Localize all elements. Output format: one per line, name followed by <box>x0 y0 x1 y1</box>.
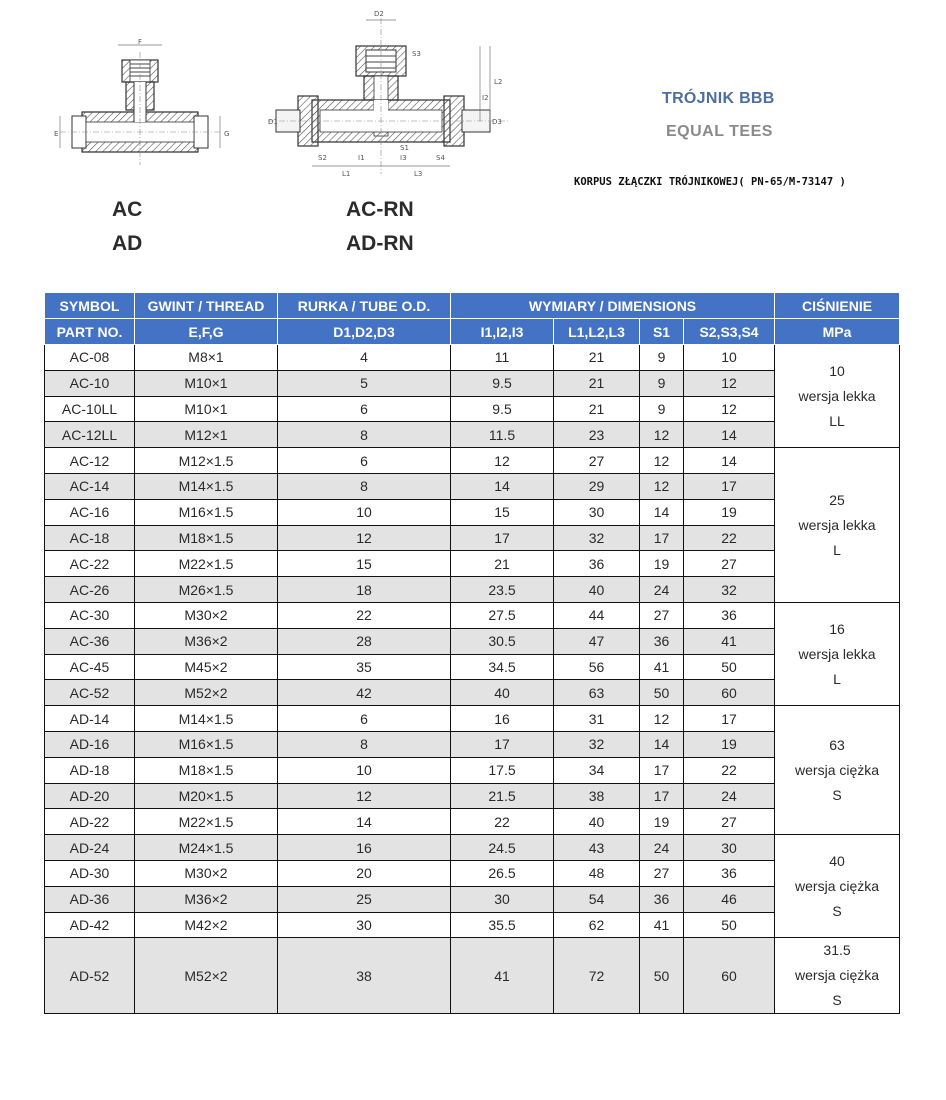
tube-cell: 35 <box>278 654 451 680</box>
acrn-tee-drawing <box>268 4 510 188</box>
spec-table-body <box>45 345 900 1014</box>
tube-cell: 18 <box>278 577 451 603</box>
pressure-cell <box>775 448 900 603</box>
l-cell: 72 <box>554 938 640 1014</box>
thread-cell: M30×2 <box>135 860 278 886</box>
l-cell: 32 <box>554 525 640 551</box>
tube-cell: 25 <box>278 886 451 912</box>
s234-cell: 22 <box>684 757 775 783</box>
s1-cell: 14 <box>640 499 684 525</box>
spec-table <box>44 292 900 1014</box>
pressure-cell <box>775 602 900 705</box>
thread-cell: M20×1.5 <box>135 783 278 809</box>
l-cell: 27 <box>554 448 640 474</box>
header-thread: GWINT / THREAD <box>135 293 278 319</box>
s1-cell: 17 <box>640 783 684 809</box>
i-cell: 22 <box>451 809 554 835</box>
l-cell: 40 <box>554 809 640 835</box>
s1-cell: 41 <box>640 654 684 680</box>
s1-cell: 12 <box>640 706 684 732</box>
subheader-l: L1,L2,L3 <box>554 319 640 345</box>
table-row <box>45 577 900 603</box>
model-label-ac: AC <box>112 198 143 221</box>
dim-i3: I3 <box>400 154 407 162</box>
s1-cell: 50 <box>640 680 684 706</box>
dim-s3: S3 <box>412 50 421 58</box>
tube-cell: 6 <box>278 706 451 732</box>
table-row <box>45 525 900 551</box>
i-cell: 26.5 <box>451 860 554 886</box>
pressure-version: wersja lekka <box>798 516 876 533</box>
i-cell: 30 <box>451 886 554 912</box>
table-row <box>45 757 900 783</box>
subheader-s1: S1 <box>640 319 684 345</box>
dim-d3: D3 <box>492 118 502 126</box>
pressure-code: L <box>833 670 841 687</box>
s1-cell: 24 <box>640 577 684 603</box>
table-row <box>45 370 900 396</box>
dim-l1: L1 <box>342 170 351 178</box>
s1-cell: 17 <box>640 757 684 783</box>
thread-cell: M22×1.5 <box>135 551 278 577</box>
tube-cell: 4 <box>278 345 451 371</box>
dim-i1: I1 <box>358 154 365 162</box>
pressure-value: 10 <box>829 362 845 379</box>
pressure-value: 25 <box>829 491 845 508</box>
subheader-thread: E,F,G <box>135 319 278 345</box>
s234-cell: 50 <box>684 912 775 938</box>
table-row <box>45 628 900 654</box>
pressure-code: LL <box>829 412 845 429</box>
thread-cell: M26×1.5 <box>135 577 278 603</box>
thread-cell: M16×1.5 <box>135 731 278 757</box>
table-row <box>45 654 900 680</box>
i-cell: 15 <box>451 499 554 525</box>
part-no-cell: AD-14 <box>45 706 135 732</box>
i-cell: 11 <box>451 345 554 371</box>
l-cell: 47 <box>554 628 640 654</box>
pressure-value: 63 <box>829 736 845 753</box>
table-row <box>45 809 900 835</box>
part-no-cell: AC-12 <box>45 448 135 474</box>
s1-cell: 14 <box>640 731 684 757</box>
subheader-part-no: PART NO. <box>45 319 135 345</box>
pressure-value: 31.5 <box>823 942 851 959</box>
thread-cell: M14×1.5 <box>135 473 278 499</box>
model-label-ad: AD <box>112 232 143 255</box>
tube-cell: 15 <box>278 551 451 577</box>
part-no-cell: AC-30 <box>45 602 135 628</box>
pressure-version: wersja lekka <box>798 645 876 662</box>
table-row <box>45 783 900 809</box>
pressure-version: wersja lekka <box>798 387 876 404</box>
page-title: TRÓJNIK BBB <box>662 90 775 107</box>
tube-cell: 22 <box>278 602 451 628</box>
s1-cell: 9 <box>640 370 684 396</box>
pressure-version: wersja ciężka <box>795 877 880 894</box>
table-row <box>45 499 900 525</box>
i-cell: 9.5 <box>451 396 554 422</box>
i-cell: 40 <box>451 680 554 706</box>
table-row <box>45 551 900 577</box>
s1-cell: 9 <box>640 345 684 371</box>
i-cell: 34.5 <box>451 654 554 680</box>
table-row <box>45 396 900 422</box>
s1-cell: 27 <box>640 860 684 886</box>
part-no-cell: AD-36 <box>45 886 135 912</box>
tube-cell: 38 <box>278 938 451 1014</box>
part-no-cell: AC-10LL <box>45 396 135 422</box>
s234-cell: 19 <box>684 499 775 525</box>
l-cell: 62 <box>554 912 640 938</box>
s1-cell: 50 <box>640 938 684 1014</box>
l-cell: 63 <box>554 680 640 706</box>
i-cell: 16 <box>451 706 554 732</box>
tube-cell: 6 <box>278 396 451 422</box>
s234-cell: 60 <box>684 938 775 1014</box>
i-cell: 27.5 <box>451 602 554 628</box>
i-cell: 21.5 <box>451 783 554 809</box>
l-cell: 29 <box>554 473 640 499</box>
pressure-value: 40 <box>829 852 845 869</box>
tube-cell: 28 <box>278 628 451 654</box>
dim-d1: D1 <box>268 118 278 126</box>
page-subtitle: EQUAL TEES <box>666 123 773 140</box>
i-cell: 9.5 <box>451 370 554 396</box>
s234-cell: 50 <box>684 654 775 680</box>
subheader-i: I1,I2,I3 <box>451 319 554 345</box>
s1-cell: 36 <box>640 886 684 912</box>
table-row <box>45 912 900 938</box>
part-no-cell: AC-16 <box>45 499 135 525</box>
i-cell: 11.5 <box>451 422 554 448</box>
tube-cell: 20 <box>278 860 451 886</box>
l-cell: 30 <box>554 499 640 525</box>
tube-cell: 42 <box>278 680 451 706</box>
l-cell: 32 <box>554 731 640 757</box>
table-row <box>45 473 900 499</box>
thread-cell: M30×2 <box>135 602 278 628</box>
part-no-cell: AD-24 <box>45 835 135 861</box>
s1-cell: 12 <box>640 448 684 474</box>
table-row <box>45 706 900 732</box>
part-no-cell: AC-45 <box>45 654 135 680</box>
dim-l3: L3 <box>414 170 423 178</box>
dim-s2: S2 <box>318 154 327 162</box>
i-cell: 35.5 <box>451 912 554 938</box>
table-row <box>45 835 900 861</box>
i-cell: 17.5 <box>451 757 554 783</box>
header-symbol: SYMBOL <box>45 293 135 319</box>
s234-cell: 27 <box>684 809 775 835</box>
subheader-tube: D1,D2,D3 <box>278 319 451 345</box>
tube-cell: 10 <box>278 499 451 525</box>
s1-cell: 17 <box>640 525 684 551</box>
pressure-cell <box>775 345 900 448</box>
s1-cell: 12 <box>640 422 684 448</box>
thread-cell: M12×1.5 <box>135 448 278 474</box>
table-row <box>45 886 900 912</box>
model-label-acrn: AC-RN <box>346 198 414 221</box>
s234-cell: 14 <box>684 422 775 448</box>
s234-cell: 36 <box>684 602 775 628</box>
part-no-cell: AC-10 <box>45 370 135 396</box>
part-no-cell: AC-22 <box>45 551 135 577</box>
table-row <box>45 680 900 706</box>
pressure-code: S <box>832 902 842 919</box>
standard-reference: KORPUS ZŁĄCZKI TRÓJNIKOWEJ( PN-65/M-73147 ) <box>574 176 846 188</box>
part-no-cell: AC-12LL <box>45 422 135 448</box>
table-row <box>45 448 900 474</box>
table-row <box>45 731 900 757</box>
s234-cell: 27 <box>684 551 775 577</box>
thread-cell: M52×2 <box>135 680 278 706</box>
l-cell: 21 <box>554 370 640 396</box>
tube-cell: 14 <box>278 809 451 835</box>
thread-cell: M36×2 <box>135 886 278 912</box>
table-row <box>45 345 900 371</box>
dim-i2: I2 <box>482 94 489 102</box>
dim-d2: D2 <box>374 10 384 18</box>
l-cell: 40 <box>554 577 640 603</box>
part-no-cell: AD-52 <box>45 938 135 1014</box>
part-no-cell: AD-20 <box>45 783 135 809</box>
pressure-code: L <box>833 541 841 558</box>
i-cell: 17 <box>451 525 554 551</box>
i-cell: 30.5 <box>451 628 554 654</box>
l-cell: 21 <box>554 345 640 371</box>
s234-cell: 36 <box>684 860 775 886</box>
s1-cell: 24 <box>640 835 684 861</box>
thread-cell: M22×1.5 <box>135 809 278 835</box>
thread-cell: M18×1.5 <box>135 525 278 551</box>
pressure-version: wersja ciężka <box>795 761 880 778</box>
s1-cell: 9 <box>640 396 684 422</box>
l-cell: 21 <box>554 396 640 422</box>
pressure-version: wersja ciężka <box>795 967 880 984</box>
s234-cell: 17 <box>684 706 775 732</box>
l-cell: 54 <box>554 886 640 912</box>
i-cell: 14 <box>451 473 554 499</box>
table-row <box>45 938 900 1014</box>
i-cell: 24.5 <box>451 835 554 861</box>
s234-cell: 32 <box>684 577 775 603</box>
s1-cell: 19 <box>640 809 684 835</box>
dim-l2: L2 <box>494 78 503 86</box>
s234-cell: 14 <box>684 448 775 474</box>
l-cell: 48 <box>554 860 640 886</box>
tube-cell: 30 <box>278 912 451 938</box>
s1-cell: 41 <box>640 912 684 938</box>
pressure-code: S <box>832 786 842 803</box>
s1-cell: 19 <box>640 551 684 577</box>
s234-cell: 30 <box>684 835 775 861</box>
s1-cell: 27 <box>640 602 684 628</box>
tube-cell: 8 <box>278 731 451 757</box>
header-dimensions: WYMIARY / DIMENSIONS <box>451 293 775 319</box>
s1-cell: 36 <box>640 628 684 654</box>
part-no-cell: AD-30 <box>45 860 135 886</box>
thread-cell: M12×1 <box>135 422 278 448</box>
s234-cell: 22 <box>684 525 775 551</box>
thread-cell: M18×1.5 <box>135 757 278 783</box>
pressure-cell <box>775 835 900 938</box>
part-no-cell: AD-18 <box>45 757 135 783</box>
part-no-cell: AC-52 <box>45 680 135 706</box>
tube-cell: 6 <box>278 448 451 474</box>
table-row <box>45 602 900 628</box>
thread-cell: M8×1 <box>135 345 278 371</box>
s234-cell: 41 <box>684 628 775 654</box>
i-cell: 17 <box>451 731 554 757</box>
i-cell: 41 <box>451 938 554 1014</box>
s234-cell: 12 <box>684 396 775 422</box>
l-cell: 44 <box>554 602 640 628</box>
s1-cell: 12 <box>640 473 684 499</box>
thread-cell: M16×1.5 <box>135 499 278 525</box>
i-cell: 21 <box>451 551 554 577</box>
s234-cell: 24 <box>684 783 775 809</box>
header-tube: RURKA / TUBE O.D. <box>278 293 451 319</box>
pressure-cell <box>775 938 900 1014</box>
l-cell: 23 <box>554 422 640 448</box>
table-row <box>45 860 900 886</box>
l-cell: 38 <box>554 783 640 809</box>
dim-e: E <box>54 130 59 138</box>
tube-cell: 16 <box>278 835 451 861</box>
tube-cell: 12 <box>278 525 451 551</box>
s234-cell: 17 <box>684 473 775 499</box>
tube-cell: 12 <box>278 783 451 809</box>
s234-cell: 12 <box>684 370 775 396</box>
s234-cell: 60 <box>684 680 775 706</box>
part-no-cell: AC-08 <box>45 345 135 371</box>
ac-tee-drawing <box>40 30 240 180</box>
dim-s4: S4 <box>436 154 445 162</box>
thread-cell: M14×1.5 <box>135 706 278 732</box>
thread-cell: M42×2 <box>135 912 278 938</box>
tube-cell: 5 <box>278 370 451 396</box>
thread-cell: M10×1 <box>135 396 278 422</box>
pressure-value: 16 <box>829 620 845 637</box>
i-cell: 23.5 <box>451 577 554 603</box>
s234-cell: 10 <box>684 345 775 371</box>
tube-cell: 10 <box>278 757 451 783</box>
l-cell: 31 <box>554 706 640 732</box>
thread-cell: M36×2 <box>135 628 278 654</box>
thread-cell: M45×2 <box>135 654 278 680</box>
s234-cell: 19 <box>684 731 775 757</box>
tube-cell: 8 <box>278 473 451 499</box>
l-cell: 36 <box>554 551 640 577</box>
tube-cell: 8 <box>278 422 451 448</box>
header-pressure: CIŚNIENIE <box>775 293 900 319</box>
part-no-cell: AC-26 <box>45 577 135 603</box>
model-label-adrn: AD-RN <box>346 232 414 255</box>
part-no-cell: AC-14 <box>45 473 135 499</box>
thread-cell: M24×1.5 <box>135 835 278 861</box>
pressure-cell <box>775 706 900 835</box>
l-cell: 43 <box>554 835 640 861</box>
subheader-pressure-unit: MPa <box>775 319 900 345</box>
table-row <box>45 422 900 448</box>
s234-cell: 46 <box>684 886 775 912</box>
l-cell: 34 <box>554 757 640 783</box>
l-cell: 56 <box>554 654 640 680</box>
part-no-cell: AD-42 <box>45 912 135 938</box>
thread-cell: M10×1 <box>135 370 278 396</box>
part-no-cell: AD-22 <box>45 809 135 835</box>
i-cell: 12 <box>451 448 554 474</box>
part-no-cell: AC-18 <box>45 525 135 551</box>
dim-s1: S1 <box>400 144 409 152</box>
dim-g: G <box>224 130 230 138</box>
dim-f: F <box>138 38 143 46</box>
subheader-s234: S2,S3,S4 <box>684 319 775 345</box>
thread-cell: M52×2 <box>135 938 278 1014</box>
part-no-cell: AD-16 <box>45 731 135 757</box>
pressure-code: S <box>832 992 842 1009</box>
part-no-cell: AC-36 <box>45 628 135 654</box>
